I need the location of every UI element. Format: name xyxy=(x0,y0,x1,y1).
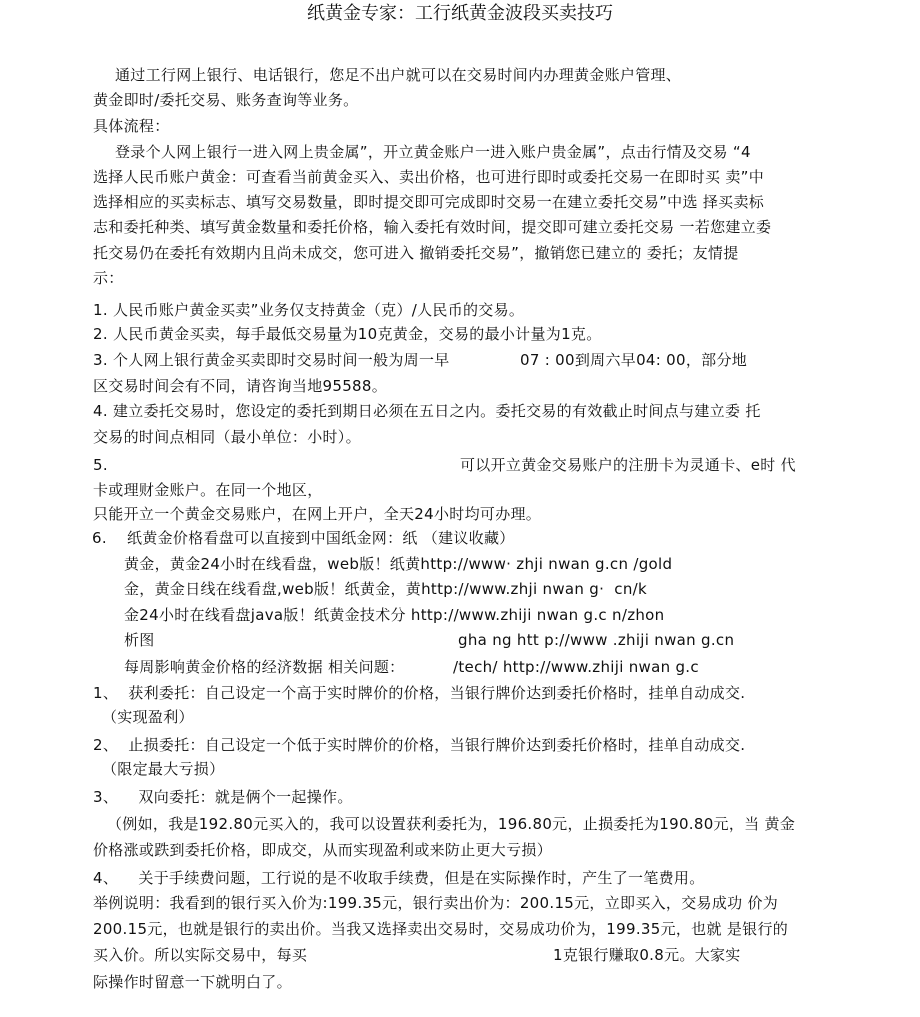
paragraph-line: 选择人民币账户黄金：可查看当前黄金买入、卖出价格，也可进行即时或委托交易一在即时买 卖”中 xyxy=(93,168,765,186)
paragraph-line: 举例说明：我看到的银行买入价为:199.35元，银行卖出价为：200.15元，立即买入，交易成功 价为 xyxy=(93,894,779,912)
section-heading: 具体流程： xyxy=(93,117,170,135)
list-item: 2. 人民币黄金买卖，每手最低交易量为10克黄金，交易的最小计量为1克。 xyxy=(93,325,602,343)
list-item-continuation: 只能开立一个黄金交易账户，在网上开户，全天24小时均可办理。 xyxy=(93,505,542,523)
list-item-number: 6. xyxy=(92,529,107,547)
paragraph-line: 托交易仍在委托有效期内且尚未成交，您可进入 撤销委托交易”，撤销您已建立的 委托；友情提 xyxy=(93,244,739,262)
list-item: 可以开立黄金交易账户的注册卡为灵通卡、e时 代 xyxy=(460,456,796,474)
list-item: 3、 双向委托：就是俩个一起操作。 xyxy=(93,788,353,806)
list-item-number: 5. xyxy=(93,456,108,474)
paragraph-line: 买入价。所以实际交易中，每买 xyxy=(93,946,308,964)
link-line: 黄金，黄金24小时在线看盘，web版！纸黄http://www· zhji nwan g.cn /gold xyxy=(124,555,673,573)
link-line: /tech/ http://www.zhiji nwan g.c xyxy=(453,658,699,676)
paragraph-line: 黄金即时/委托交易、账务查询等业务。 xyxy=(93,91,359,109)
link-line: 金24小时在线看盘java版！纸黄金技术分 http://www.zhiji nwan g.c n/zhon xyxy=(124,606,665,624)
paragraph-line: 际操作时留意一下就明白了。 xyxy=(93,973,292,991)
paragraph-line: 示： xyxy=(93,269,124,287)
list-item: 4、 关于手续费问题，工行说的是不收取手续费，但是在实际操作时，产生了一笔费用。 xyxy=(93,869,705,887)
paragraph-line: 通过工行网上银行、电话银行，您足不出户就可以在交易时间内办理黄金账户管理、 xyxy=(115,66,682,84)
paragraph-line: 登录个人网上银行一进入网上贵金属”，开立黄金账户一进入账户贵金属”，点击行情及交易 “4 xyxy=(115,143,751,161)
list-item-continuation: 07 : 00到周六早04: 00，部分地 xyxy=(520,351,748,369)
list-item: 纸黄金价格看盘可以直接到中国纸金网：纸 （建议收藏） xyxy=(127,529,515,547)
list-item: 4. 建立委托交易时，您设定的委托到期日必须在五日之内。委托交易的有效截止时间点与建立委 托 xyxy=(93,402,761,420)
paragraph-line: （例如，我是192.80元买入的，我可以设置获利委托为，196.80元，止损委托为190.80元，当 黄金 xyxy=(107,815,796,833)
document-title: 纸黄金专家：工行纸黄金波段买卖技巧 xyxy=(307,3,613,24)
link-line: 金，黄金日线在线看盘,web版！纸黄金，黄http://www.zhji nwan g· cn/k xyxy=(124,580,647,598)
paragraph-line: 选择相应的买卖标志、填写交易数量，即时提交即可完成即时交易一在建立委托交易”中选 择买卖标 xyxy=(93,193,765,211)
list-item-continuation: 交易的时间点相同（最小单位：小时）。 xyxy=(93,428,361,446)
list-item: 3. 个人网上银行黄金买卖即时交易时间一般为周一早 xyxy=(93,351,450,369)
list-item-continuation: 区交易时间会有不同，请咨询当地95588。 xyxy=(93,377,388,395)
link-line: gha ng htt p://www .zhiji nwan g.cn xyxy=(458,631,735,649)
paragraph-line: 价格涨或跌到委托价格，即成交，从而实现盈利或来防止更大亏损） xyxy=(93,841,553,859)
list-item-continuation: 卡或理财金账户。在同一个地区， xyxy=(93,481,323,499)
list-item-continuation: （实现盈利） xyxy=(102,708,194,726)
link-line: 析图 xyxy=(124,631,155,649)
list-item: 2、 止损委托：自己设定一个低于实时牌价的价格，当银行牌价达到委托价格时，挂单自动成交. xyxy=(93,736,746,754)
list-item-continuation: （限定最大亏损） xyxy=(102,760,225,778)
paragraph-line: 1克银行赚取0.8元。大家实 xyxy=(553,946,741,964)
paragraph-line: 200.15元，也就是银行的卖出价。当我又选择卖出交易时，交易成功价为，199.35元，也就 是银行的 xyxy=(93,920,789,938)
list-item: 1. 人民币账户黄金买卖”业务仅支持黄金（克）/人民币的交易。 xyxy=(93,301,525,319)
list-item: 1、 获利委托：自己设定一个高于实时牌价的价格，当银行牌价达到委托价格时，挂单自动成交. xyxy=(93,684,746,702)
link-line: 每周影响黄金价格的经济数据 相关问题： xyxy=(124,658,405,676)
paragraph-line: 志和委托种类、填写黄金数量和委托价格，输入委托有效时间，提交即可建立委托交易 一若您建立委 xyxy=(93,218,772,236)
